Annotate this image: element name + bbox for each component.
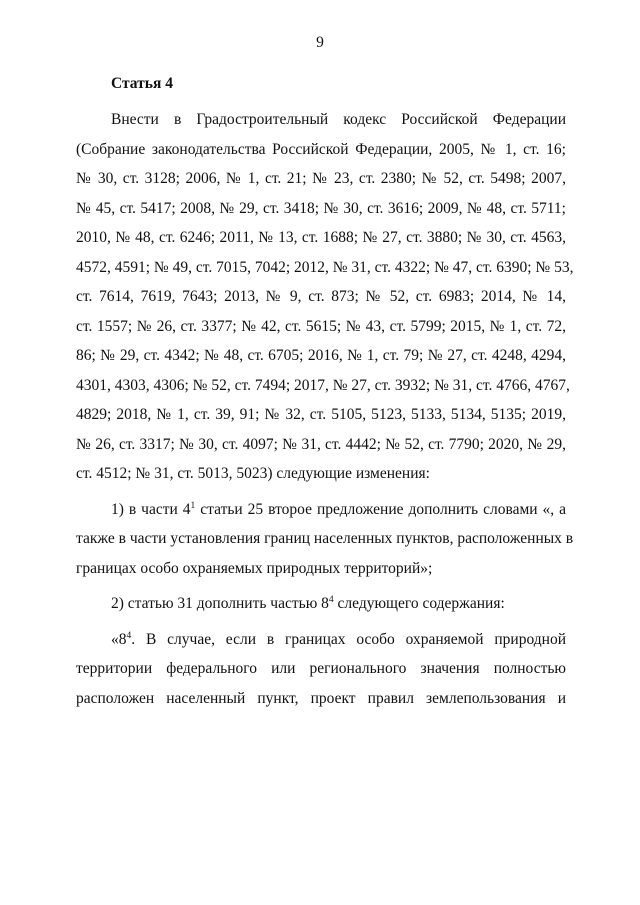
text-line: ст. 1557; № 26, ст. 3377; № 42, ст. 5615; № 43, ст. 5799; 2015, № 1, ст. 72, [76, 317, 566, 335]
text-line: № 45, ст. 5417; 2008, № 29, ст. 3418; № 30, ст. 3616; 2009, № 48, ст. 5711; [76, 199, 566, 217]
text-line: 4301, 4303, 4306; № 52, ст. 7494; 2017, № 27, ст. 3932; № 31, ст. 4766, 4767, [76, 376, 570, 394]
text-line: 2010, № 48, ст. 6246; 2011, № 13, ст. 1688; № 27, ст. 3880; № 30, ст. 4563, [76, 229, 566, 246]
text-line: также в части установления границ населенных пунктов, расположенных в [76, 530, 574, 547]
text-line: границах особо охраняемых природных территорий»; [76, 559, 433, 577]
text-line: 2) статью 31 дополнить частью $8^4$ следующего содержания: [111, 595, 505, 612]
text-line: территории федерального или регионального значения полностью [76, 660, 566, 677]
paragraph-item-1 [76, 495, 574, 584]
text-line: 4572, 4591; № 49, ст. 7015, 7042; 2012, № 31, ст. 4322; № 47, ст. 6390; № 53, [76, 258, 574, 276]
paragraph-amendment-intro [76, 105, 574, 489]
text-line: 86; № 29, ст. 4342; № 48, ст. 6705; 2016, № 1, ст. 79; № 27, ст. 4248, 4294, [76, 347, 566, 364]
text-line: ст. 4512; № 31, ст. 5013, 5023) следующие изменения: [76, 465, 430, 482]
document-body [76, 71, 574, 713]
paragraph-quote [76, 625, 566, 714]
text-line: 4829; 2018, № 1, ст. 39, 91; № 32, ст. 5105, 5123, 5133, 5134, 5135; 2019, [76, 406, 566, 423]
article-heading: Статья 4 [111, 75, 173, 92]
text-line: «$8^4$. В случае, если в границах особо охраняемой природной [111, 630, 566, 648]
text-line: 1) в части $4^1$ статьи 25 второе предложение дополнить словами «, а [111, 500, 567, 518]
text-line: (Собрание законодательства Российской Федерации, 2005, № 1, ст. 16; [76, 140, 566, 158]
page-number: 9 [316, 34, 324, 51]
text-line: ст. 7614, 7619, 7643; 2013, № 9, ст. 873; № 52, ст. 6983; 2014, № 14, [76, 288, 566, 305]
paragraph-item-2 [76, 589, 566, 619]
text-line: расположен населенный пункт, проект правил землепользования и [76, 689, 566, 707]
text-line: № 26, ст. 3317; № 30, ст. 4097; № 31, ст. 4442; № 52, ст. 7790; 2020, № 29, [76, 435, 566, 453]
text-line: № 30, ст. 3128; 2006, № 1, ст. 21; № 23, ст. 2380; № 52, ст. 5498; 2007, [76, 170, 566, 187]
text-line: Внести в Градостроительный кодекс Российской Федерации [111, 111, 566, 128]
